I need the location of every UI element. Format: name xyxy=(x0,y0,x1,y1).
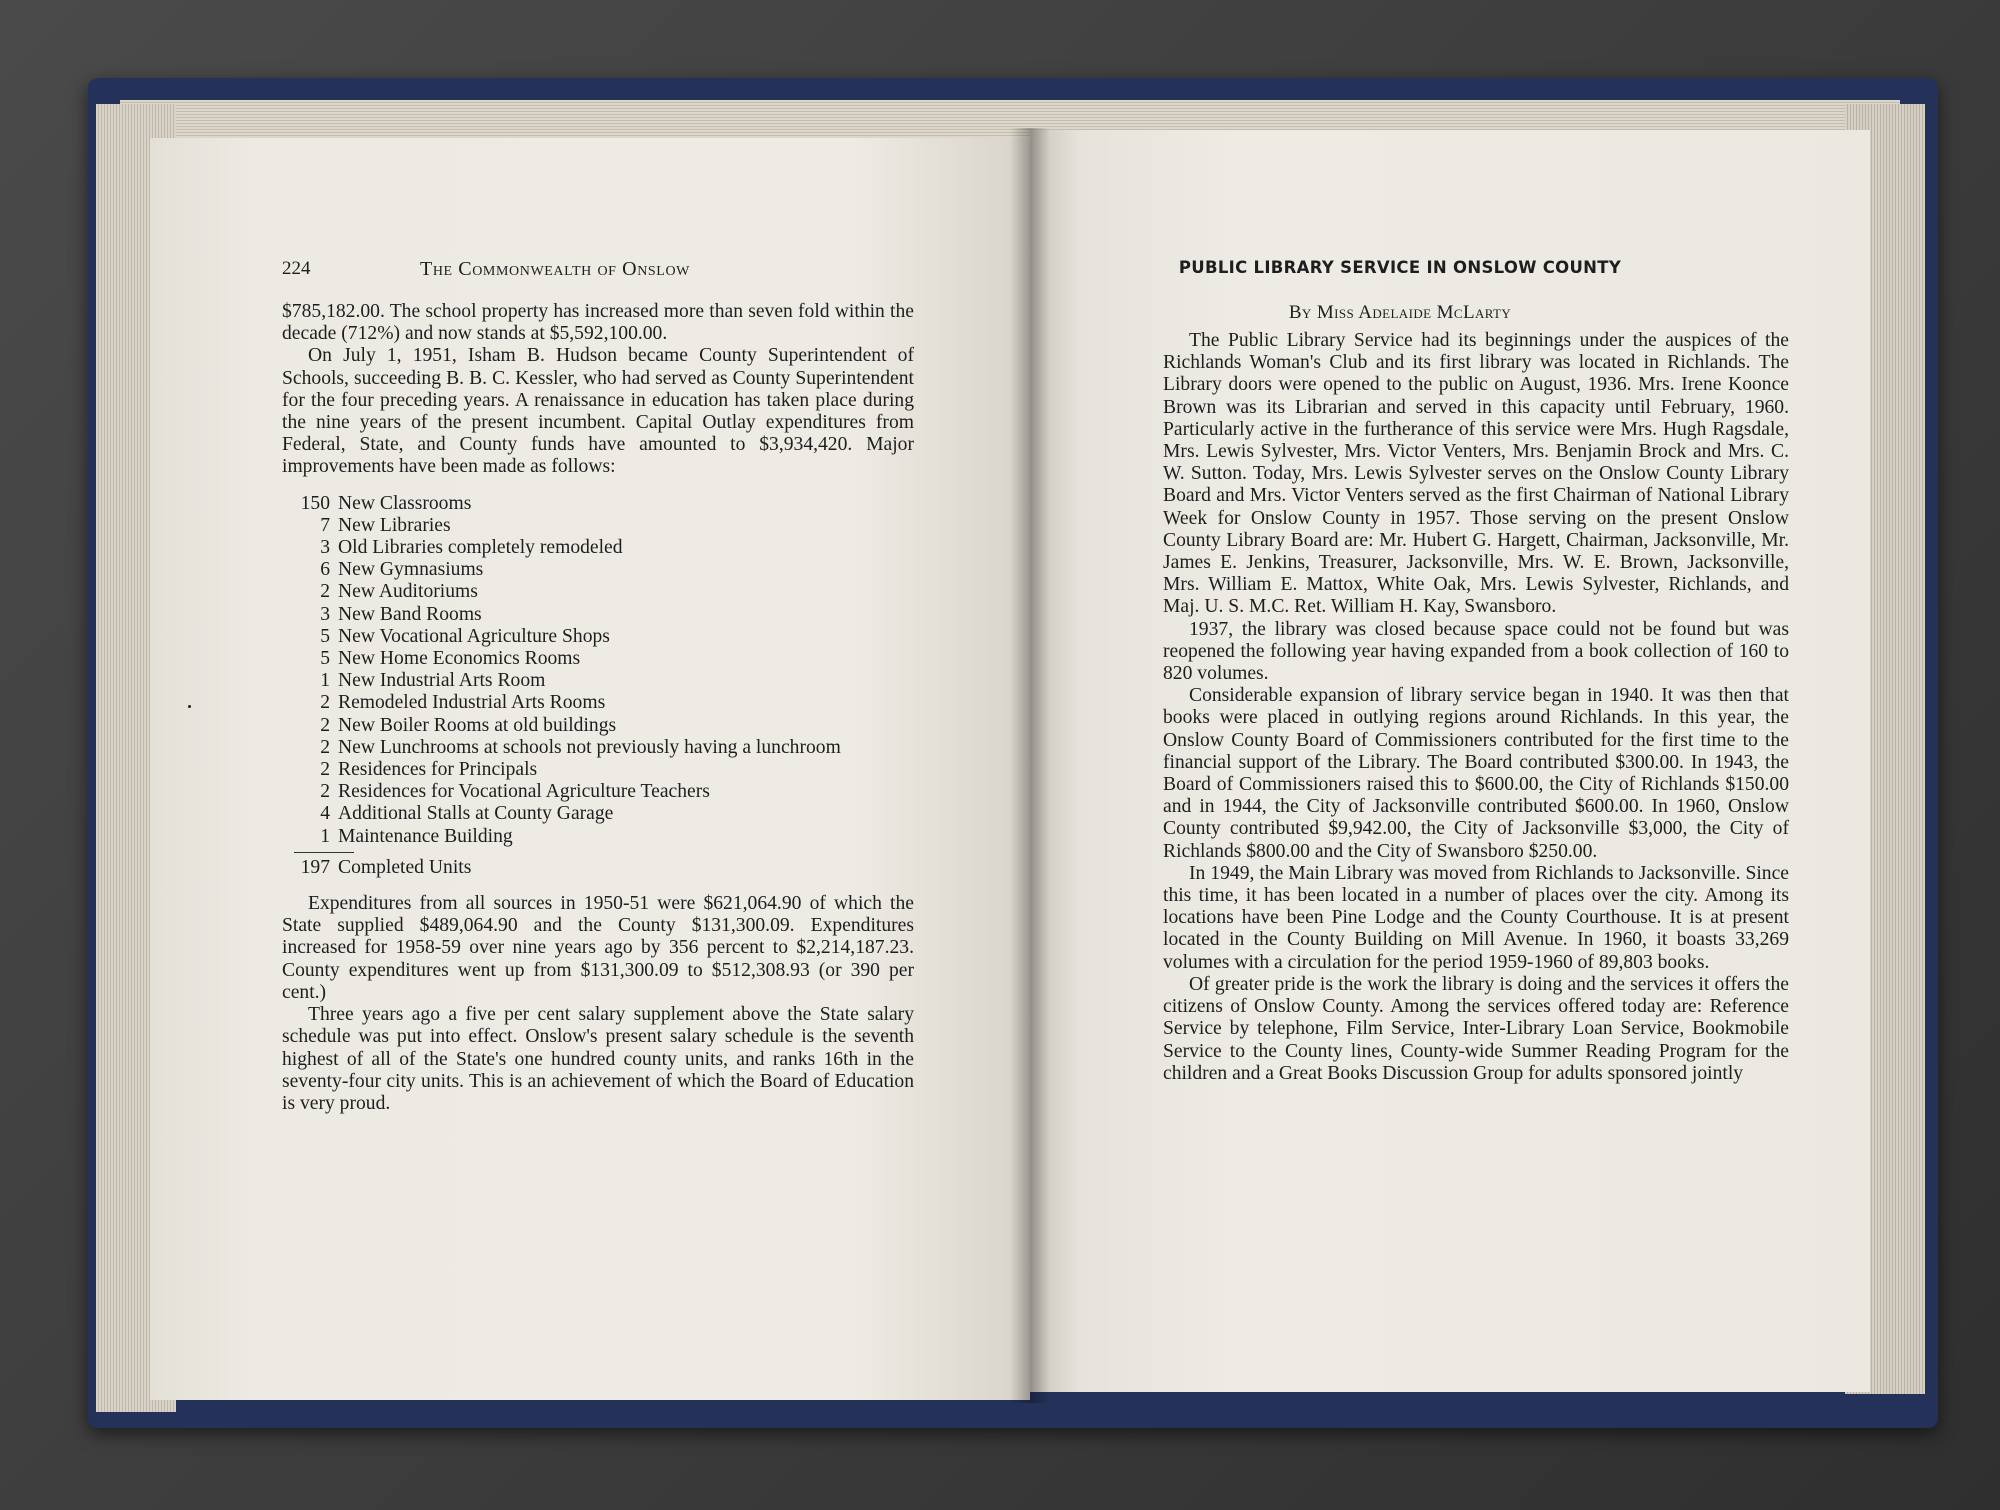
list-item: 1 New Industrial Arts Room xyxy=(320,670,546,692)
right-page xyxy=(1030,130,1870,1392)
list-item: 2 New Auditoriums xyxy=(320,581,478,603)
list-item: 2 Residences for Principals xyxy=(320,759,538,781)
ink-speck xyxy=(188,705,191,708)
page-number: 224 xyxy=(282,258,311,279)
list-item: 2 Residences for Vocational Agriculture Teachers xyxy=(320,781,710,803)
right-page-body xyxy=(1163,330,1789,1085)
paragraph: On July 1, 1951, Isham B. Hudson became County Superintendent of Schools, succeeding B. B. C. Kessler, who had served as County Superintendent for the four preceding years. A renaissance in education has taken place during the nine years of the present incumbent. Capital Outlay expenditures from Federal, State, and County funds have amounted to $3,934,420. Major improvements have been made as follows: xyxy=(282,345,914,478)
list-item: 2 New Lunchrooms at schools not previously having a lunchroom xyxy=(320,736,841,758)
list-item: 2 Remodeled Industrial Arts Rooms xyxy=(320,692,606,714)
byline: By Miss Adelaide McLarty xyxy=(1288,302,1512,323)
total-qty: 197 xyxy=(300,856,330,878)
left-page-header xyxy=(282,258,1030,292)
left-page-body xyxy=(282,301,914,1115)
list-item: 3 Old Libraries completely remodeled xyxy=(320,537,623,559)
paragraph: Three years ago a five per cent salary supplement above the State salary schedule was put into effect. Onslow's present salary schedule is the seventh highest of all of the State's one hundred county units, and ranks 16th in the seventy-four city units. This is an achievement of which the Board of Education is very proud. xyxy=(282,1004,914,1114)
list-item: 4 Additional Stalls at County Garage xyxy=(320,803,614,825)
paragraph: $785,182.00. The school property has increased more than seven fold within the decade (712%) and now stands at $5,592,100.00. xyxy=(282,301,914,345)
improvements-list xyxy=(282,493,914,848)
paragraph: The Public Library Service had its beginnings under the auspices of the Richlands Woman's Club and its first library was located in Richlands. The Library doors were opened to the public on August, 1936. Mrs. Irene Koonce Brown was its Librarian and served in this capacity until February, 1960. Particularly active in the furtherance of this service were Mrs. Hugh Ragsdale, Mrs. Lewis Sylvester, Mrs. Victor Venters, Mrs. Benjamin Brock and Mrs. C. W. Sutton. Today, Mrs. Lewis Sylvester serves on the Onslow County Library Board and Mrs. Victor Venters served as the first Chairman of National Library Week for Onslow County in 1957. Those serving on the present Onslow County Library Board are: Mr. Hubert G. Hargett, Chairman, Jacksonville, Mr. James E. Jenkins, Treasurer, Jacksonville, Mrs. W. E. Brown, Jacksonville, Mrs. William E. Mattox, White Oak, Mrs. Lewis Sylvester, Richlands, and Maj. U. S. M.C. Ret. William H. Kay, Swansboro. xyxy=(1163,330,1789,618)
list-item: 1 Maintenance Building xyxy=(320,825,513,847)
total-row xyxy=(282,857,914,879)
list-item: 2 New Boiler Rooms at old buildings xyxy=(320,714,617,736)
total-label: Completed Units xyxy=(338,856,472,878)
list-item: 5 New Home Economics Rooms xyxy=(320,648,581,670)
running-head: The Commonwealth of Onslow xyxy=(420,258,690,280)
paragraph: In 1949, the Main Library was moved from Richlands to Jacksonville. Since this time, it has been located in a number of places over the city. Among its locations have been Pine Lodge and the County Courthouse. It is at present located in the County Building on Mill Avenue. In 1960, it boasts 33,269 volumes with a circulation for the period 1959-1960 of 89,803 books. xyxy=(1163,862,1789,973)
list-item: 7 New Libraries xyxy=(320,514,451,536)
left-page xyxy=(150,138,1030,1400)
paragraph: 1937, the library was closed because space could not be found but was reopened the following year having expanded from a book collection of 160 to 820 volumes. xyxy=(1163,618,1789,685)
list-item: 3 New Band Rooms xyxy=(320,603,482,625)
list-item: 150 New Classrooms xyxy=(300,492,472,514)
section-title: PUBLIC LIBRARY SERVICE IN ONSLOW COUNTY xyxy=(1178,258,1622,277)
book-gutter xyxy=(1010,128,1050,1403)
paragraph: Of greater pride is the work the library is doing and the services it offers the citizens of Onslow County. Among the services offered today are: Reference Service by telephone, Film Service, Inter-Library Loan Service, Bookmobile Service to the County lines, County-wide Summer Reading Program for the children and a Great Books Discussion Group for adults sponsored jointly xyxy=(1163,973,1789,1084)
paragraph: Considerable expansion of library service began in 1940. It was then that books were placed in outlying regions around Richlands. In this year, the Onslow County Board of Commissioners contributed for the first time to the financial support of the Library. The Board contributed $300.00. In 1943, the Board of Commissioners raised this to $600.00, the City of Richlands $150.00 and in 1944, the City of Jacksonville contributed $600.00. In 1960, Onslow County contributed $9,942.00, the City of Jacksonville $3,000, the City of Richlands $800.00 and the City of Swansboro $250.00. xyxy=(1163,685,1789,862)
sum-rule xyxy=(294,852,354,853)
list-item: 6 New Gymnasiums xyxy=(320,559,484,581)
paragraph: Expenditures from all sources in 1950-51 were $621,064.90 of which the State supplied $489,064.90 and the County $131,300.09. Expenditures increased for 1958-59 over nine years ago by 356 percent to $2,214,187.23. County expenditures went up from $131,300.09 to $512,308.93 (or 390 per cent.) xyxy=(282,893,914,1003)
list-item: 5 New Vocational Agriculture Shops xyxy=(320,625,610,647)
